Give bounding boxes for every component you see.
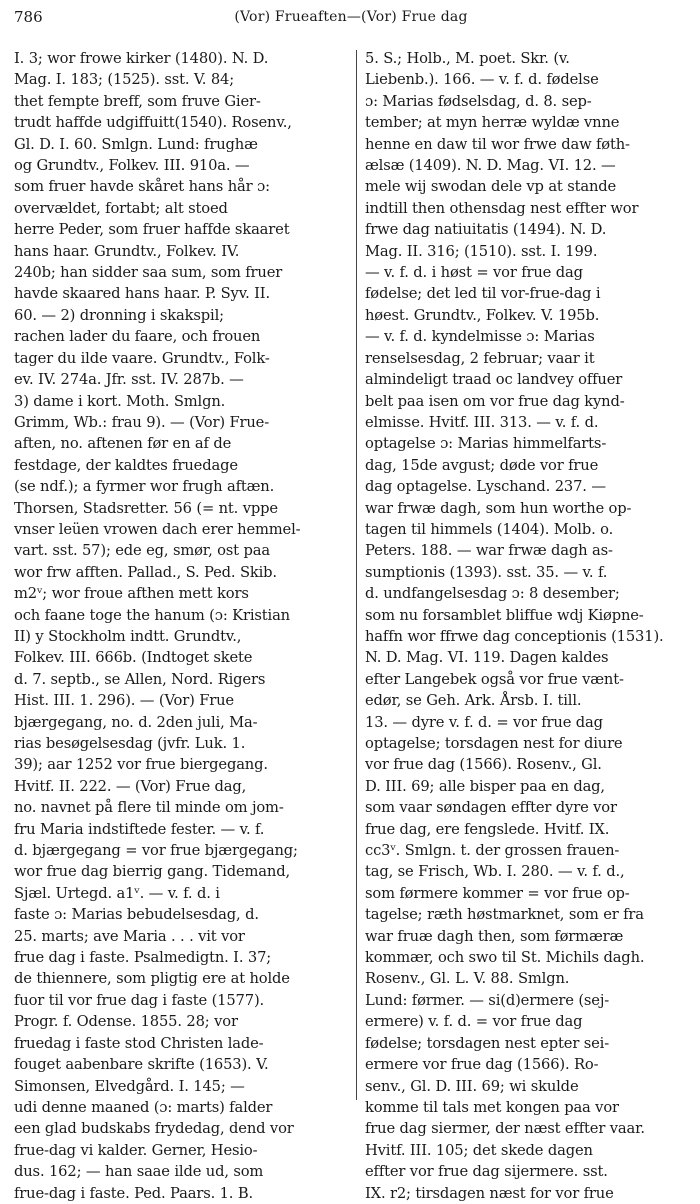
text-line: som vaar søndagen effter dyre vor bbox=[365, 799, 617, 817]
text-line: wor frw afften. Pallad., S. Ped. Skib. bbox=[14, 563, 277, 581]
text-line: 60. — 2) dronning i skakspil; bbox=[14, 306, 224, 324]
text-line: frue dag siermer, der næst effter vaar. bbox=[365, 1120, 645, 1138]
text-line: — v. f. d. i høst = vor frue dag bbox=[365, 264, 583, 282]
text-line: II) y Stockholm indtt. Grundtv., bbox=[14, 627, 242, 645]
text-line: d. undfangelsesdag ɔ: 8 desember; bbox=[365, 585, 620, 603]
text-line: optagelse ɔ: Marias himmelfarts- bbox=[365, 435, 607, 453]
text-line: Sjæl. Urtegd. a1ᵛ. — v. f. d. i bbox=[14, 884, 220, 902]
text-line: ermere vor frue dag (1566). Ro- bbox=[365, 1056, 599, 1074]
text-line: de thiennere, som pligtig ere at holde bbox=[14, 970, 290, 988]
running-head: (Vor) Frueaften—(Vor) Frue dag bbox=[234, 9, 468, 25]
text-line: IX. r2; tirsdagen næst for vor frue bbox=[365, 1184, 614, 1202]
text-line: aften, no. aftenen før en af de bbox=[14, 435, 232, 453]
text-line: tag, se Frisch, Wb. I. 280. — v. f. d., bbox=[365, 863, 625, 881]
text-line: d. bjærgegang = vor frue bjærgegang; bbox=[14, 842, 298, 860]
text-line: och faane toge the hanum (ɔ: Kristian bbox=[14, 606, 290, 624]
text-line: faste ɔ: Marias bebudelsesdag, d. bbox=[14, 906, 259, 924]
text-line: elmisse. Hvitf. III. 313. — v. f. d. bbox=[365, 413, 599, 431]
text-line: som fruer havde skåret hans hår ɔ: bbox=[14, 178, 270, 196]
text-line: war fruæ dagh then, som førmæræ bbox=[365, 927, 624, 945]
text-line: Folkev. III. 666b. (Indtoget skete bbox=[14, 649, 253, 667]
text-line: dus. 162; — han saae ilde ud, som bbox=[14, 1163, 264, 1181]
text-line: som nu forsamblet bliffue wdj Kiøpne- bbox=[365, 606, 644, 624]
text-line: no. navnet på flere til minde om jom- bbox=[14, 799, 284, 817]
text-line: frue dag i faste. Psalmedigtn. I. 37; bbox=[14, 949, 272, 967]
text-line: m2ᵛ; wor froue afthen mett kors bbox=[14, 585, 249, 603]
text-line: trudt haffde udgiffuitt(1540). Rosenv., bbox=[14, 114, 292, 132]
text-line: rachen lader du faare, och frouen bbox=[14, 328, 261, 346]
text-line: Mag. II. 316; (1510). sst. I. 199. bbox=[365, 242, 598, 260]
text-line: fruedag i faste stod Christen lade- bbox=[14, 1034, 264, 1052]
text-line: mele wij swodan dele vp at stande bbox=[365, 178, 617, 196]
text-line: vor frue dag (1566). Rosenv., Gl. bbox=[365, 756, 602, 774]
text-line: I. 3; wor frowe kirker (1480). N. D. bbox=[14, 50, 269, 67]
text-line: frwe dag natiuitatis (1494). N. D. bbox=[365, 221, 607, 239]
text-line: dag, 15de avgust; døde vor frue bbox=[365, 456, 599, 474]
text-line: efter Langebek også vor frue vænt- bbox=[365, 670, 624, 688]
text-line: Peters. 188. — war frwæ dagh as- bbox=[365, 542, 613, 560]
text-line: 13. — dyre v. f. d. = vor frue dag bbox=[365, 713, 603, 731]
text-line: udi denne maaned (ɔ: marts) falder bbox=[14, 1098, 273, 1116]
text-line: høest. Grundtv., Folkev. V. 195b. bbox=[365, 306, 600, 324]
text-line: sumptionis (1393). sst. 35. — v. f. bbox=[365, 563, 608, 581]
text-line: fouget aabenbare skrifte (1653). V. bbox=[14, 1056, 269, 1074]
text-line: 240b; han sidder saa sum, som fruer bbox=[14, 264, 283, 282]
text-line: edør, se Geh. Ark. Årsb. I. till. bbox=[365, 692, 582, 710]
text-line: og Grundtv., Folkev. III. 910a. — bbox=[14, 157, 250, 175]
text-line: war frwæ dagh, som hun worthe op- bbox=[365, 499, 632, 517]
text-line: som førmere kommer = vor frue op- bbox=[365, 884, 630, 902]
text-line: 25. marts; ave Maria . . . vit vor bbox=[14, 927, 245, 945]
left-column bbox=[14, 48, 349, 1202]
text-line: Thorsen, Stadsretter. 56 (= nt. vppe bbox=[14, 499, 278, 517]
text-line: 3) dame i kort. Moth. Smlgn. bbox=[14, 392, 226, 410]
text-line: komme til tals met kongen paa vor bbox=[365, 1098, 619, 1116]
text-line: vnser leüen vrowen dach erer hemmel- bbox=[14, 520, 301, 538]
page-number: 786 bbox=[14, 8, 43, 26]
text-line: Simonsen, Elvedgård. I. 145; — bbox=[14, 1077, 245, 1095]
text-line: Lund: førmer. — si(d)ermere (sej- bbox=[365, 991, 610, 1009]
text-line: tember; at myn herræ wyldæ vnne bbox=[365, 114, 620, 132]
text-line: ælsæ (1409). N. D. Mag. VI. 12. — bbox=[365, 157, 616, 175]
text-line: ɔ: Marias fødselsdag, d. 8. sep- bbox=[365, 92, 592, 110]
text-line: fru Maria indstiftede fester. — v. f. bbox=[14, 820, 265, 838]
text-line: (se ndf.); a fyrmer wor frugh aftæn. bbox=[14, 478, 275, 496]
text-line: D. III. 69; alle bisper paa en dag, bbox=[365, 777, 605, 795]
page-header bbox=[14, 6, 688, 32]
text-line: cc3ᵛ. Smlgn. t. der grossen frauen- bbox=[365, 842, 620, 860]
text-line: Mag. I. 183; (1525). sst. V. 84; bbox=[14, 71, 235, 89]
column-divider bbox=[356, 50, 357, 1100]
text-line: frue dag, ere fengslede. Hvitf. IX. bbox=[365, 820, 610, 838]
text-line: hans haar. Grundtv., Folkev. IV. bbox=[14, 242, 240, 260]
text-line: fuor til vor frue dag i faste (1577). bbox=[14, 991, 265, 1009]
text-line: optagelse; torsdagen nest for diure bbox=[365, 735, 623, 752]
right-column bbox=[365, 48, 690, 1202]
text-line: vart. sst. 57); ede eg, smør, ost paa bbox=[14, 542, 270, 560]
text-line: senv., Gl. D. III. 69; wi skulde bbox=[365, 1077, 579, 1095]
text-line: kommær, och swo til St. Michils dagh. bbox=[365, 949, 645, 967]
text-line: effter vor frue dag sijermere. sst. bbox=[365, 1163, 608, 1181]
text-line: frue-dag vi kalder. Gerner, Hesio- bbox=[14, 1141, 258, 1159]
text-line: Liebenb.). 166. — v. f. d. fødelse bbox=[365, 71, 599, 89]
text-line: N. D. Mag. VI. 119. Dagen kaldes bbox=[365, 649, 609, 667]
text-line: thet fempte breff, som fruve Gier- bbox=[14, 92, 261, 110]
text-line: een glad budskabs frydedag, dend vor bbox=[14, 1120, 294, 1138]
text-line: bjærgegang, no. d. 2den juli, Ma- bbox=[14, 713, 258, 731]
text-line: ev. IV. 274a. Jfr. sst. IV. 287b. — bbox=[14, 371, 244, 389]
text-line: dag optagelse. Lyschand. 237. — bbox=[365, 478, 606, 496]
text-line: — v. f. d. kyndelmisse ɔ: Marias bbox=[365, 328, 595, 346]
text-line: Gl. D. I. 60. Smlgn. Lund: frughæ bbox=[14, 135, 258, 153]
text-line: Hvitf. III. 105; det skede dagen bbox=[365, 1141, 593, 1159]
text-line: Grimm, Wb.: frau 9). — (Vor) Frue- bbox=[14, 413, 270, 431]
text-line: fødelse; det led til vor-frue-dag i bbox=[365, 285, 601, 303]
text-line: fødelse; torsdagen nest epter sei- bbox=[365, 1034, 610, 1052]
text-line: rias besøgelsesdag (jvfr. Luk. 1. bbox=[14, 735, 246, 752]
text-line: d. 7. septb., se Allen, Nord. Rigers bbox=[14, 670, 266, 688]
text-line: Hist. III. 1. 296). — (Vor) Frue bbox=[14, 692, 234, 710]
text-line: belt paa isen om vor frue dag kynd- bbox=[365, 392, 625, 410]
text-line: renselsesdag, 2 februar; vaar it bbox=[365, 349, 595, 367]
text-line: Hvitf. II. 222. — (Vor) Frue dag, bbox=[14, 777, 247, 795]
text-line: festdage, der kaldtes fruedage bbox=[14, 456, 238, 474]
text-line: frue-dag i faste. Ped. Paars. 1. B. bbox=[14, 1184, 254, 1202]
text-line: herre Peder, som fruer haffde skaaret bbox=[14, 221, 290, 239]
text-line: 39); aar 1252 vor frue biergegang. bbox=[14, 756, 268, 774]
text-line: wor frue dag bierrig gang. Tidemand, bbox=[14, 863, 290, 881]
text-line: haffn wor ffrwe dag conceptionis (1531). bbox=[365, 627, 664, 645]
text-line: tager du ilde vaare. Grundtv., Folk- bbox=[14, 349, 270, 367]
text-line: overvældet, fortabt; alt stoed bbox=[14, 199, 228, 217]
text-line: tagelse; ræth høstmarknet, som er fra bbox=[365, 906, 644, 924]
text-line: Rosenv., Gl. L. V. 88. Smlgn. bbox=[365, 970, 570, 988]
text-line: ermere) v. f. d. = vor frue dag bbox=[365, 1013, 583, 1031]
text-line: Progr. f. Odense. 1855. 28; vor bbox=[14, 1013, 238, 1031]
text-line: indtill then othensdag nest effter wor bbox=[365, 199, 639, 217]
text-line: havde skaared hans haar. P. Syv. II. bbox=[14, 285, 270, 303]
text-line: 5. S.; Holb., M. poet. Skr. (v. bbox=[365, 50, 570, 67]
text-line: tagen til himmels (1404). Molb. o. bbox=[365, 520, 614, 538]
text-line: henne en daw til wor frwe daw føth- bbox=[365, 135, 630, 153]
text-line: almindeligt traad oc landvey offuer bbox=[365, 371, 623, 389]
